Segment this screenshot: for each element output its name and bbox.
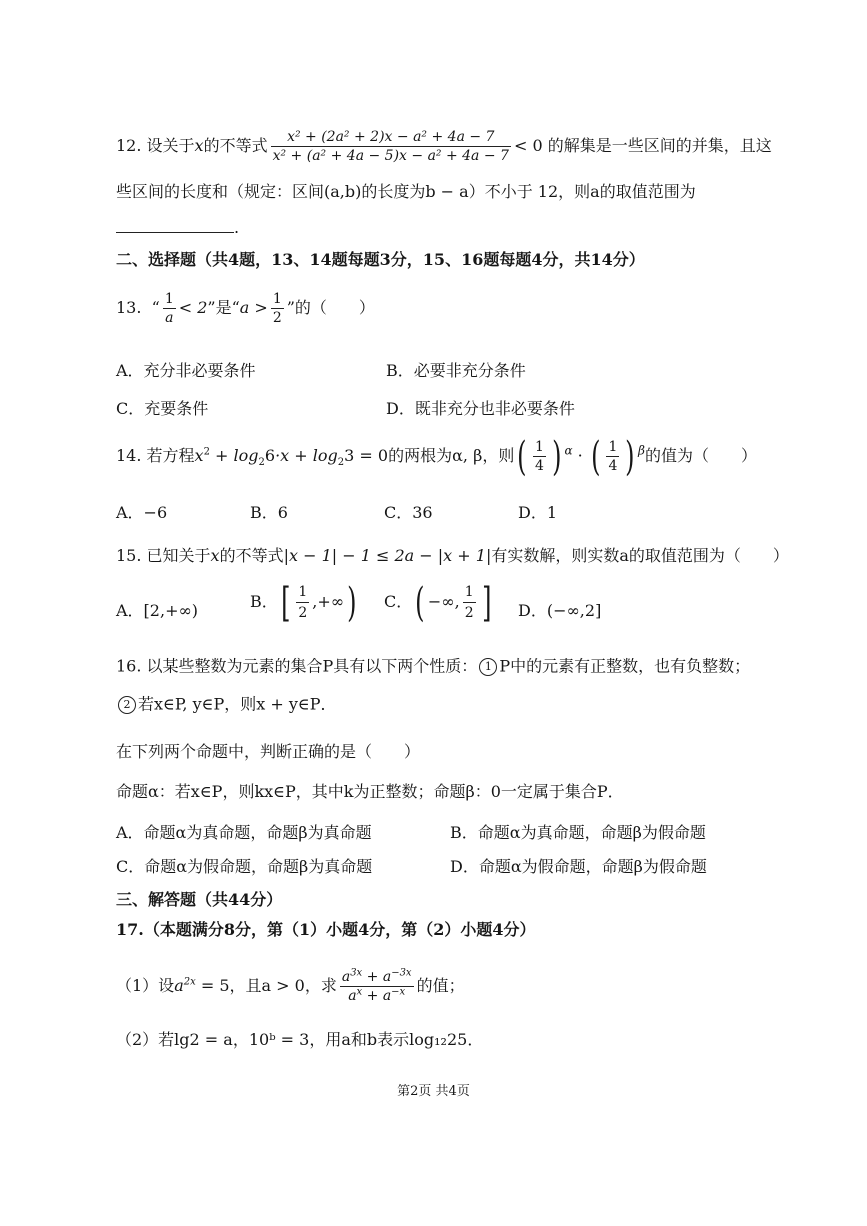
- q12-denominator: x² + (a² + 4a − 5)x − a² + 4a − 7: [272, 148, 509, 164]
- q16-line2: 2 若x∈P, y∈P，则x + y∈P．: [116, 696, 336, 714]
- q14-option-a[interactable]: A．−6: [116, 503, 168, 522]
- q15-option-a[interactable]: A．[2,+∞): [116, 601, 199, 620]
- q13-option-d[interactable]: D．既非充分也非必要条件: [386, 399, 575, 418]
- q14-tail: 的值为（ ）: [644, 446, 757, 465]
- q15-lead: 15. 已知关于: [116, 546, 211, 565]
- q16-option-d[interactable]: D．命题α为假命题，命题β为假命题: [450, 857, 707, 876]
- q12-lead: 12. 设关于: [116, 136, 195, 155]
- q12-mid: 的不等式: [203, 136, 268, 155]
- q14-mid: 的两根为α, β，则: [388, 446, 515, 465]
- q16-line1: 16. 以某些整数为元素的集合P具有以下两个性质： 1 P中的元素有正整数，也有负整数；: [116, 656, 751, 676]
- q13-option-c[interactable]: C．充要条件: [116, 399, 209, 418]
- q12-line2: 些区间的长度和（规定：区间(a,b)的长度为b − a）不小于 12，则a的取值范围为: [116, 182, 696, 201]
- section2-heading: 二、选择题（共4题，13、14题每题3分，15、16题每题4分，共14分）: [116, 250, 645, 269]
- q16-line4: 命题α：若x∈P，则kx∈P，其中k为正整数；命题β：0一定属于集合P．: [116, 782, 624, 801]
- q13-stem: 13. “ $\frac{1}{a}$ < 2”是“a > $\frac{1}{2}$ ”的（ ）: [116, 291, 375, 326]
- q13-option-a[interactable]: A．充分非必要条件: [116, 361, 256, 380]
- q13-frac-1-over-2: $\frac{1}{2}$: [272, 291, 282, 326]
- q13-text-a: 是“: [215, 298, 240, 317]
- q16-line3: 在下列两个命题中，判断正确的是（ ）: [116, 742, 421, 761]
- q16-option-c[interactable]: C．命题α为假命题，命题β为真命题: [116, 857, 373, 876]
- q16-option-a[interactable]: A．命题α为真命题，命题β为真命题: [116, 823, 372, 842]
- q15-option-b[interactable]: B．[ $\frac{1}{2}$ ,+∞): [250, 579, 357, 626]
- q13-frac-1-over-a: $\frac{1}{a}$: [164, 291, 174, 326]
- q12-numerator: x² + (2a² + 2)x − a² + 4a − 7: [271, 130, 511, 147]
- q15-stem: 15. 已知关于x的不等式|x − 1| − 1 ≤ 2a − |x + 1|有实数解，则实数a的取值范围为（ ）: [116, 546, 789, 565]
- q12-tail: < 0 的解集是一些区间的并集，且这: [513, 136, 772, 155]
- q12-answer-blank[interactable]: .: [116, 220, 239, 236]
- q15-option-d[interactable]: D．(−∞,2]: [518, 601, 602, 620]
- q13-text-b: ”的（ ）: [286, 298, 375, 317]
- circled-two-icon: 2: [118, 696, 136, 714]
- q14-option-c[interactable]: C．36: [384, 503, 433, 522]
- q12-line1: 12. 设关于x的不等式 $\frac{\text{x² + (2a² + 2)x − a² + 4a − 7}}{\text{x² + (a² + 4a − 5)x − a² + 4a − 7}}$ < 0 的解集是一些区间的并集，且这: [116, 129, 772, 164]
- q17-part1: （1）设$a^{2x} = 5$，且a > 0，求 $\frac{a^{3x} + a^{-3x}}{a^x + a^{-x}}$ 的值；: [116, 967, 465, 1004]
- q16-option-b[interactable]: B．命题α为真命题，命题β为假命题: [450, 823, 706, 842]
- q14-lead: 14. 若方程: [116, 446, 195, 465]
- circled-one-icon: 1: [479, 658, 497, 676]
- q17-title: 17.（本题满分8分，第（1）小题4分，第（2）小题4分）: [116, 920, 536, 939]
- q14-option-b[interactable]: B．6: [250, 503, 288, 522]
- q17-part2: （2）若lg2 = a，10ᵇ = 3，用a和b表示log₁₂25．: [116, 1030, 484, 1049]
- q13-option-b[interactable]: B．必要非充分条件: [386, 361, 526, 380]
- q15-tail: 有实数解，则实数a的取值范围为（ ）: [491, 546, 789, 565]
- q14-stem: 14. 若方程$x^2 + \log_26\cdot x + \log_23 = 0$的两根为α, β，则( $\frac{1}{4}$ ) $^\alpha$ · ( $\frac{1}{4}$ ) $^\beta$的值为（ ）: [116, 433, 757, 480]
- page-footer: 第2页 共4页: [397, 1084, 470, 1099]
- q15-option-c[interactable]: C．( −∞, $\frac{1}{2}$ ]: [384, 579, 492, 626]
- q12-fraction: [271, 130, 511, 163]
- section3-heading: 三、解答题（共44分）: [116, 890, 283, 909]
- q14-option-d[interactable]: D．1: [518, 503, 558, 522]
- q13-number: 13.: [116, 298, 142, 317]
- q15-mid: 的不等式: [219, 546, 284, 565]
- q17-fraction: $\frac{a^{3x} + a^{-3x}}{a^x + a^{-x}}$: [341, 967, 412, 1004]
